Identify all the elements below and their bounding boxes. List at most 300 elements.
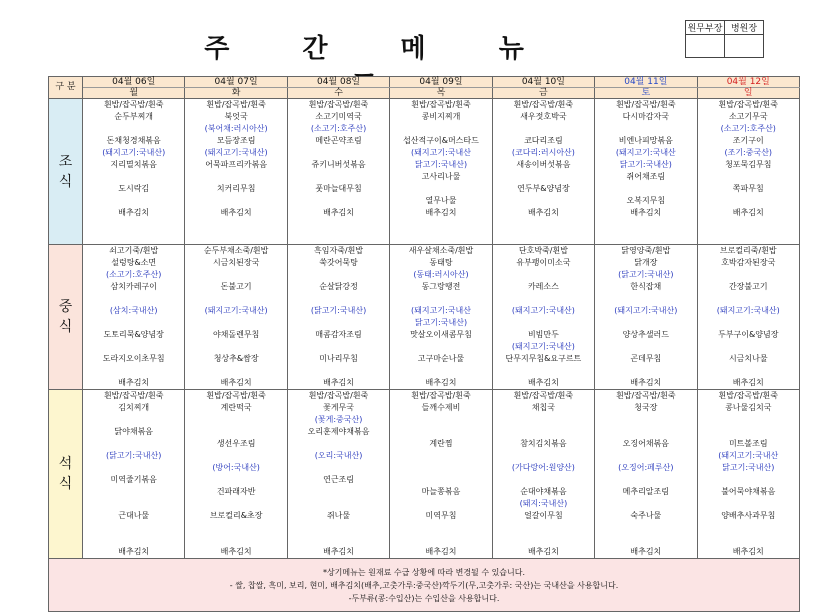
day-date: 04월 12일 <box>697 77 799 88</box>
menu-item <box>698 171 799 183</box>
menu-item: 치커리무침 <box>216 184 256 193</box>
menu-item <box>83 123 184 135</box>
day-weekday: 월 <box>83 88 185 99</box>
menu-item <box>83 341 184 353</box>
menu-item: 쥬키니버섯볶음 <box>311 160 366 169</box>
menu-item: 도라지오이초무침 <box>102 354 165 363</box>
menu-item: 북엇국 <box>224 112 248 121</box>
menu-item: (돼지고기:국내산) <box>716 306 780 315</box>
menu-item <box>83 534 184 546</box>
menu-cell <box>185 390 287 559</box>
menu-item: (코다리:러시아산) <box>511 148 575 157</box>
menu-item: 소고기미역국 <box>315 112 362 121</box>
menu-item <box>698 365 799 377</box>
menu-item <box>595 293 696 305</box>
menu-item: 꽃게무국 <box>323 403 355 412</box>
menu-item: 쥐어채조림 <box>626 172 666 181</box>
menu-item: 열무나물 <box>425 196 457 205</box>
menu-item: 새우젓호박국 <box>520 112 567 121</box>
footer-notes <box>49 559 800 612</box>
menu-items <box>595 245 696 389</box>
menu-item: 흰밥/잡곡밥/흰죽 <box>513 391 574 400</box>
menu-item <box>390 414 491 426</box>
menu-item <box>390 341 491 353</box>
menu-item: 연두부&양념장 <box>517 184 570 193</box>
menu-item: 흰밥/잡곡밥/흰죽 <box>718 391 779 400</box>
menu-items <box>595 390 696 558</box>
menu-item <box>288 195 389 207</box>
menu-item: 오리훈제야채볶음 <box>307 427 370 436</box>
menu-item <box>185 426 286 438</box>
menu-item: 배추김치 <box>425 208 457 217</box>
menu-item <box>185 293 286 305</box>
menu-item: 닭고기:국내산) <box>414 318 468 327</box>
menu-item: 배추김치 <box>118 208 150 217</box>
menu-item: 배추김치 <box>323 378 355 387</box>
menu-item: 메란곤약조림 <box>315 136 362 145</box>
day-weekday: 목 <box>390 88 492 99</box>
menu-item: 흑임자죽/흰밥 <box>314 246 364 255</box>
menu-item: 쑥갓어묵탕 <box>319 258 358 267</box>
menu-item: 시금치나물 <box>728 354 768 363</box>
menu-cell <box>697 245 799 390</box>
menu-item: 생선우조림 <box>216 439 256 448</box>
menu-item <box>698 426 799 438</box>
menu-item: 미역무침 <box>425 511 457 520</box>
footer-note: - 쌀, 찹쌀, 흑미, 보리, 현미, 배추김치(배추,고춧가루:중국산)깍두기(무,고춧가루: 국산)는 국내산을 사용합니다. <box>229 580 619 590</box>
menu-item <box>288 293 389 305</box>
menu-item: (가다랑어:원양산) <box>511 463 575 472</box>
menu-item: (돼지고기:국내산 <box>411 306 471 315</box>
menu-item <box>493 293 594 305</box>
menu-item <box>288 147 389 159</box>
menu-item: 돈불고기 <box>220 282 252 291</box>
menu-item: 야채돌렌무침 <box>212 330 260 339</box>
menu-item: 흰밥/잡곡밥/흰죽 <box>718 100 779 109</box>
menu-item <box>390 534 491 546</box>
menu-item <box>288 341 389 353</box>
menu-item <box>390 450 491 462</box>
menu-cell <box>390 390 492 559</box>
menu-item: 브로컬리죽/흰밥 <box>719 246 777 255</box>
menu-item: 풋마늘대무침 <box>315 184 362 193</box>
menu-item: 동태탕 <box>429 258 453 267</box>
menu-items <box>698 99 799 219</box>
menu-item: 연근조림 <box>323 475 355 484</box>
menu-item <box>390 123 491 135</box>
menu-item: 섭산적구이&머스타드 <box>403 136 479 145</box>
menu-item: 들깨수제비 <box>421 403 461 412</box>
menu-item: (방어:국내산) <box>212 463 260 472</box>
menu-item <box>288 171 389 183</box>
menu-item <box>390 183 491 195</box>
menu-item: (조기:중국산) <box>724 148 773 157</box>
menu-item: 흰밥/잡곡밥/흰죽 <box>616 100 676 109</box>
menu-item <box>83 438 184 450</box>
menu-item <box>595 498 696 510</box>
menu-item: 순살닭강정 <box>319 282 358 291</box>
meal-label: 조 식 <box>49 99 83 245</box>
menu-item: 배추김치 <box>732 378 764 387</box>
menu-item <box>185 414 286 426</box>
menu-item: (돼지고기:국내산) <box>614 306 678 315</box>
menu-item <box>595 414 696 426</box>
menu-item: 배추김치 <box>220 208 252 217</box>
menu-item: 닭고기:국내산) <box>722 463 775 472</box>
menu-item: 흰밥/잡곡밥/흰죽 <box>206 100 266 109</box>
menu-item <box>595 534 696 546</box>
menu-item <box>595 522 696 534</box>
menu-item <box>288 269 389 281</box>
menu-item <box>83 293 184 305</box>
menu-item: 한식잡채 <box>630 282 662 291</box>
menu-item <box>83 195 184 207</box>
menu-item: 흰밥/잡곡밥/흰죽 <box>616 391 676 400</box>
menu-item <box>288 498 389 510</box>
menu-item <box>83 522 184 534</box>
menu-item: 배추김치 <box>220 547 252 556</box>
footer-row <box>49 559 800 612</box>
menu-item <box>493 123 594 135</box>
menu-item <box>698 269 799 281</box>
menu-item: 소고기무국 <box>728 112 768 121</box>
approval-sign-2 <box>725 35 764 58</box>
menu-item: 코다리조림 <box>524 136 563 145</box>
menu-item <box>595 450 696 462</box>
menu-item <box>185 522 286 534</box>
menu-item: 조기구이 <box>732 136 764 145</box>
menu-item: 배추김치 <box>527 378 559 387</box>
menu-cell <box>287 245 389 390</box>
menu-item <box>288 522 389 534</box>
menu-item: 흰밥/잡곡밥/흰죽 <box>411 391 471 400</box>
menu-item <box>493 426 594 438</box>
approval-sign-1 <box>686 35 725 58</box>
menu-item: 미트볼조림 <box>728 439 768 448</box>
menu-item <box>185 317 286 329</box>
menu-item: (돼지고기:국내산) <box>511 306 575 315</box>
day-date: 04월 10일 <box>492 77 594 88</box>
menu-item <box>493 317 594 329</box>
menu-item: 청상추&쌈장 <box>213 354 259 363</box>
menu-cell <box>185 245 287 390</box>
menu-item <box>185 171 286 183</box>
menu-item <box>595 474 696 486</box>
menu-item <box>288 317 389 329</box>
menu-items <box>595 99 696 219</box>
menu-item <box>595 123 696 135</box>
menu-item: 마늘쫑볶음 <box>421 487 461 496</box>
menu-item: 카레소스 <box>527 282 559 291</box>
menu-item: 새우살채소죽/흰밥 <box>408 246 474 255</box>
menu-item: 배추김치 <box>323 208 355 217</box>
menu-item <box>493 414 594 426</box>
menu-item: 배추김치 <box>630 547 662 556</box>
menu-item: 흰밥/잡곡밥/흰죽 <box>411 100 471 109</box>
menu-item <box>83 486 184 498</box>
menu-items <box>83 245 184 389</box>
menu-item <box>83 498 184 510</box>
menu-item: (오징어:페루산) <box>618 463 674 472</box>
menu-item <box>698 534 799 546</box>
menu-item: 배추김치 <box>118 378 150 387</box>
day-weekday: 수 <box>287 88 389 99</box>
menu-cell <box>287 99 389 245</box>
menu-item <box>698 498 799 510</box>
meal-row <box>49 245 800 390</box>
menu-item: 배추김치 <box>323 547 355 556</box>
menu-item: 닭야채볶음 <box>114 427 154 436</box>
day-weekday: 일 <box>697 88 799 99</box>
menu-item: 유부팽이미소국 <box>516 258 571 267</box>
menu-item: 닭영양죽/흰밥 <box>621 246 671 255</box>
menu-item <box>390 426 491 438</box>
menu-item: 닭고기:국내산) <box>619 160 672 169</box>
menu-items <box>493 99 594 219</box>
menu-item <box>390 522 491 534</box>
menu-item <box>390 474 491 486</box>
menu-item: 배추김치 <box>425 378 457 387</box>
menu-item: (돼지:국내산) <box>519 499 568 508</box>
menu-item: 쇠고기죽/흰밥 <box>109 246 159 255</box>
menu-item <box>288 462 389 474</box>
menu-item <box>185 269 286 281</box>
menu-items <box>390 390 491 558</box>
menu-item: 흰밥/잡곡밥/흰죽 <box>308 100 369 109</box>
menu-item <box>185 474 286 486</box>
menu-item <box>595 365 696 377</box>
day-date: 04월 06일 <box>83 77 185 88</box>
menu-item: 간장불고기 <box>728 282 768 291</box>
day-weekday: 화 <box>185 88 287 99</box>
menu-item: 청국장 <box>634 403 658 412</box>
footer-note: *상기메뉴는 원재료 수급 상황에 따라 변경될 수 있습니다. <box>322 567 526 577</box>
menu-item: (동태:러시아산) <box>413 270 469 279</box>
menu-cell <box>492 99 594 245</box>
day-date: 04월 09일 <box>390 77 492 88</box>
menu-cell <box>390 245 492 390</box>
menu-item <box>698 414 799 426</box>
menu-items <box>390 99 491 219</box>
menu-item: 배추김치 <box>118 547 150 556</box>
menu-item: 청포묵김무침 <box>725 160 772 169</box>
menu-cell <box>287 390 389 559</box>
menu-item: 매콤감자조림 <box>315 330 362 339</box>
menu-item: (소고기:호주산) <box>310 124 367 133</box>
menu-item <box>288 438 389 450</box>
menu-item <box>493 474 594 486</box>
menu-item: (오리:국내산) <box>314 451 363 460</box>
menu-item: 순대야채볶음 <box>520 487 567 496</box>
menu-item <box>83 414 184 426</box>
menu-item: (돼지고기:국내산 <box>615 148 676 157</box>
menu-item: 새송이버섯볶음 <box>516 160 571 169</box>
menu-item: (돼지고기:국내산) <box>204 148 268 157</box>
menu-item <box>698 522 799 534</box>
menu-item: 도토리묵&양념장 <box>103 330 164 339</box>
menu-item: 단호박죽/흰밥 <box>518 246 568 255</box>
menu-item: 양배추사과무침 <box>721 511 776 520</box>
menu-item: (꽃게:중국산) <box>314 415 363 424</box>
menu-item: 콩비지찌개 <box>421 112 461 121</box>
menu-item: 배추김치 <box>732 547 764 556</box>
menu-cell <box>595 245 697 390</box>
menu-item: 배추김치 <box>425 547 457 556</box>
day-date: 04월 11일 <box>595 77 697 88</box>
menu-item: 얼갈이무침 <box>524 511 563 520</box>
menu-item: 미역줄기볶음 <box>110 475 157 484</box>
approval-label-2: 병원장 <box>725 21 764 35</box>
menu-item: (북어채:러시아산) <box>204 124 268 133</box>
menu-item: (삼치:국내산) <box>109 306 158 315</box>
menu-item: 불어묵야채볶음 <box>721 487 776 496</box>
menu-cell <box>492 245 594 390</box>
meal-row <box>49 390 800 559</box>
menu-item: (닭고기:국내산) <box>106 451 162 460</box>
menu-item: 순두부채소죽/흰밥 <box>203 246 269 255</box>
page-title: 주 간 메 뉴 <box>204 34 556 64</box>
menu-item: 오복지무침 <box>626 196 666 205</box>
menu-item: 두부구이&양념장 <box>718 330 779 339</box>
menu-item: 삼치카레구이 <box>110 282 157 291</box>
menu-item: (돼지고기:국내산) <box>511 342 575 351</box>
menu-item: 설렁탕&소면 <box>111 258 157 267</box>
menu-item: 참치김치볶음 <box>520 439 567 448</box>
menu-item: 닭고기:국내산) <box>414 160 468 169</box>
menu-item: 곤데무침 <box>630 354 662 363</box>
weekly-menu-table <box>48 76 800 612</box>
menu-item: 닭개장 <box>634 258 658 267</box>
menu-item: 양상추샐러드 <box>622 330 669 339</box>
menu-item: 순두부찌개 <box>114 112 154 121</box>
menu-item: 콩나물김치국 <box>725 403 772 412</box>
menu-items <box>493 245 594 389</box>
menu-item: 채칩국 <box>531 403 555 412</box>
menu-item: 시금치된장국 <box>212 258 260 267</box>
menu-item: 김치찌개 <box>118 403 150 412</box>
menu-item: 배추김치 <box>527 208 559 217</box>
menu-item <box>493 269 594 281</box>
day-weekday: 금 <box>492 88 594 99</box>
menu-item: 맛살오이새콤무침 <box>410 330 472 339</box>
menu-item: 배추김치 <box>732 208 764 217</box>
menu-cell <box>83 245 185 390</box>
menu-item: 오징어채볶음 <box>622 439 669 448</box>
menu-item: 흰밥/잡곡밥/흰죽 <box>103 100 164 109</box>
menu-item <box>698 317 799 329</box>
menu-cell <box>185 99 287 245</box>
menu-item <box>493 534 594 546</box>
menu-item: 고구마순나물 <box>417 354 465 363</box>
menu-item <box>595 341 696 353</box>
menu-item: 미나리무침 <box>319 354 358 363</box>
menu-item: (소고기:호주산) <box>720 124 776 133</box>
menu-item <box>390 293 491 305</box>
menu-item: (돼지고기:국내산 <box>718 451 779 460</box>
menu-item: 브로컬리&초장 <box>209 511 263 520</box>
menu-item: 배추김치 <box>527 547 559 556</box>
menu-item: 호박감자된장국 <box>721 258 776 267</box>
menu-item <box>698 341 799 353</box>
meal-label: 석 식 <box>49 390 83 559</box>
menu-item <box>288 486 389 498</box>
menu-item <box>698 195 799 207</box>
menu-item: 메추리알조림 <box>622 487 669 496</box>
menu-item <box>390 498 491 510</box>
menu-cell <box>595 390 697 559</box>
approval-box <box>685 20 764 58</box>
menu-item <box>698 474 799 486</box>
menu-item: 계란떡국 <box>220 403 252 412</box>
menu-cell <box>83 99 185 245</box>
menu-item <box>390 462 491 474</box>
menu-items <box>698 245 799 389</box>
menu-cell <box>83 390 185 559</box>
menu-item: 비빔만두 <box>527 330 559 339</box>
menu-items <box>288 245 389 389</box>
menu-item: 건파래자반 <box>216 487 256 496</box>
menu-item: (돼지고기:국내산) <box>204 306 268 315</box>
menu-item <box>493 195 594 207</box>
menu-item: 어묵파프리카볶음 <box>205 160 268 169</box>
menu-items <box>83 390 184 558</box>
menu-item <box>595 426 696 438</box>
menu-item: 도시락김 <box>118 184 150 193</box>
menu-item: (소고기:호주산) <box>106 270 162 279</box>
menu-item <box>185 498 286 510</box>
footer-note: -두부류(콩:수입산)는 수입산을 사용합니다. <box>348 593 500 603</box>
menu-item: 흰밥/잡곡밥/흰죽 <box>308 391 369 400</box>
menu-item <box>493 171 594 183</box>
menu-item <box>83 365 184 377</box>
menu-item <box>493 450 594 462</box>
menu-item <box>493 365 594 377</box>
menu-item: 고사리나물 <box>421 172 461 181</box>
menu-cell <box>595 99 697 245</box>
header-date-row <box>49 77 800 88</box>
meal-label: 중 식 <box>49 245 83 390</box>
menu-item <box>185 365 286 377</box>
menu-items <box>288 99 389 219</box>
header-weekday-row <box>49 88 800 99</box>
menu-item <box>288 534 389 546</box>
menu-items <box>493 390 594 558</box>
menu-items <box>185 245 286 389</box>
menu-item: 근대나물 <box>118 511 150 520</box>
menu-item: (돼지고기:국내산) <box>102 148 166 157</box>
menu-items <box>185 390 286 558</box>
menu-item: 쪽파무침 <box>732 184 764 193</box>
menu-item <box>185 195 286 207</box>
menu-item: 배추김치 <box>630 378 662 387</box>
day-weekday: 토 <box>595 88 697 99</box>
menu-cell <box>492 390 594 559</box>
menu-item: 비엔나피망볶음 <box>618 136 673 145</box>
menu-item: (돼지고기:국내산 <box>411 148 471 157</box>
menu-item <box>83 317 184 329</box>
header-label: 구 분 <box>49 77 83 99</box>
menu-cell <box>697 390 799 559</box>
menu-item: (닭고기:국내산) <box>310 306 367 315</box>
menu-items <box>288 390 389 558</box>
menu-item: 단무지무침&요구르트 <box>505 354 582 363</box>
menu-item: 배추김치 <box>630 208 662 217</box>
menu-items <box>83 99 184 219</box>
menu-item <box>493 522 594 534</box>
menu-item: 흰밥/잡곡밥/흰죽 <box>103 391 164 400</box>
menu-items <box>698 390 799 558</box>
menu-item: 흰밥/잡곡밥/흰죽 <box>206 391 266 400</box>
